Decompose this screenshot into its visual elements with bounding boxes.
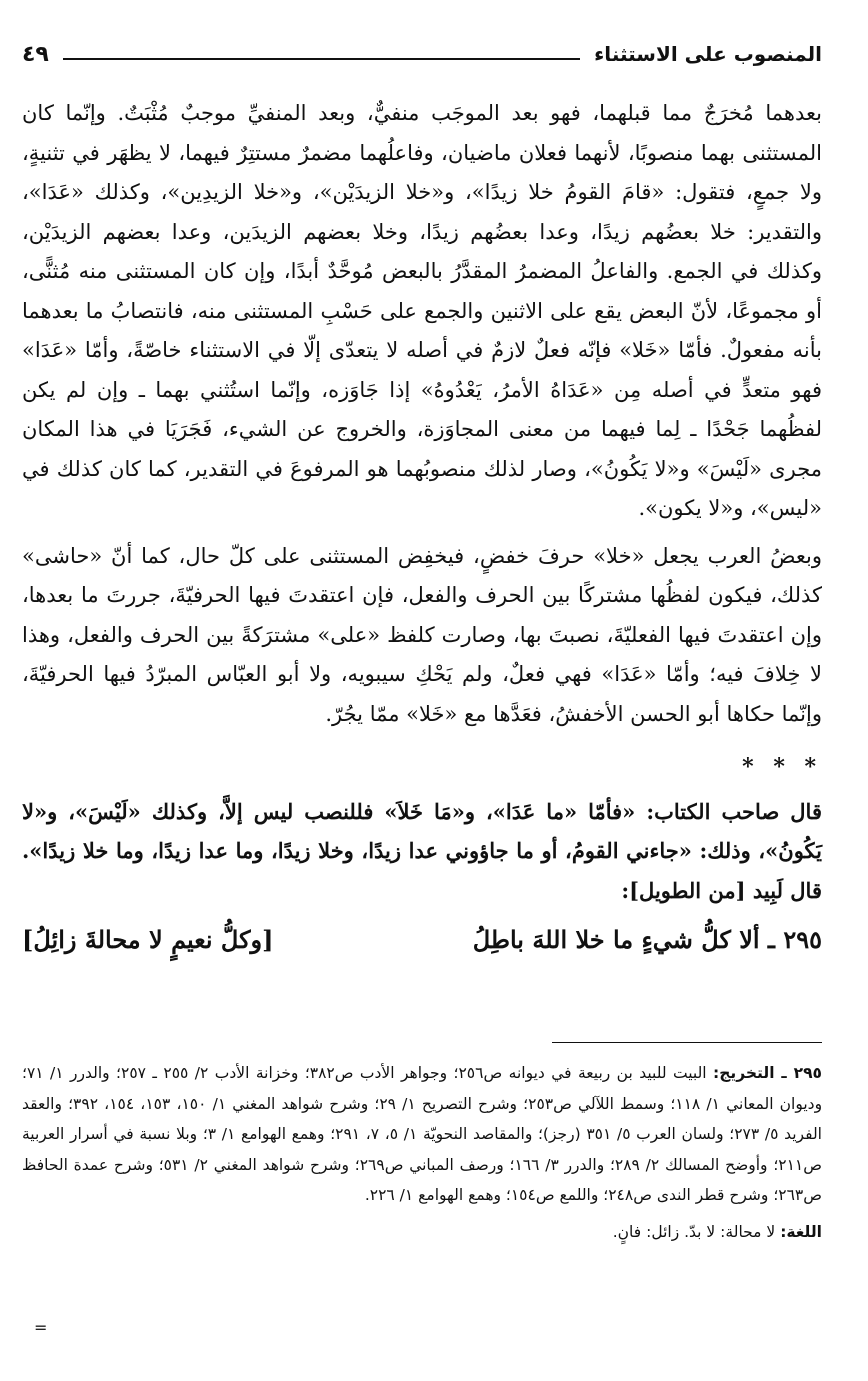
- verse-second-hemistich: [وكلُّ نعيمٍ لا محالةَ زائِلُ]: [22, 925, 274, 954]
- running-header: [22, 34, 822, 74]
- footnote-language: [22, 1217, 822, 1248]
- footnote-language-label: اللغة:: [780, 1222, 822, 1241]
- footnote-takhrij-text: البيت للبيد بن ربيعة في ديوانه ص٢٥٦؛ وجواهر الأدب ص٣٨٢؛ وخزانة الأدب ٢/ ٢٥٥ ـ ٢٥٧؛ والدرر ١/ ٧١؛ وديوان المعاني ١/ ١١٨؛ وسمط اللآلي ص٢٥٣؛ وشرح التصريح ١/ ٢٩؛ وشرح شواهد المغني ١/ ١٥٠، ١٥٣، ١٥٤، ٣٩٢؛ والعقد الفريد ٥/ ٢٧٣؛ ولسان العرب ٥/ ٣٥١ (رجز)؛ والمقاصد النحويّة ١/ ٥، ٧، ٢٩١؛ وهمع الهوامع ١/ ٣؛ وبلا نسبة في أسرار العربية ص٢١١؛ وأوضح المسالك ٢/ ٢٨٩؛ والدرر ٣/ ١٦٦؛ ورصف المباني ص٢٦٩؛ وشرح شواهد المغني ٢/ ٥٣١؛ وشرح عمدة الحافظ ص٢٦٣؛ وشرح قطر الندى ص٢٤٨؛ واللمع ص١٥٤؛ وهمع الهوامع ١/ ٢٢٦.: [22, 1064, 823, 1204]
- footnote-rule: [552, 1042, 822, 1043]
- paragraph: وبعضُ العرب يجعل «خلا» حرفَ خفضٍ، فيخفِض المستثنى على كلّ حال، كما أنّ «حاشى» كذلك، فيكون لفظُها مشتركًا بين الحرف والفعل، فإن اعتقدتَ فيها الحرفيّةَ، جررتَ ما بعدها، وإن اعتقدتَ فيها الفعليّةَ، نصبتَ بها، وصارت كلفظ «على» مشترَكةً بين الحرف والفعل، وهذا لا خِلافَ فيه؛ وأمّا «عَدَا» فهي فعلٌ، ولم يَحْكِ سيبويه، ولا أبو العبّاس المبرّدُ فيها الحرفيّةَ، وإنّما حكاها أبو الحسن الأخفشُ، فعَدَّها مع «خَلا» ممّا يجُرّ.: [22, 543, 822, 726]
- paragraph: بعدهما مُخرَجٌ مما قبلهما، فهو بعد الموجَب منفيٌّ، وبعد المنفيِّ موجبٌ مُثْبَتٌ. وإنّما كان المستثنى بهما منصوبًا، لأنهما فعلان ماضيان، وفاعلُهما مضمرٌ مستتِرٌ فيهما، لا يظهَر في تثنيةٍ، ولا جمعٍ، فتقول: «قامَ القومُ خلا زيدًا»، و«خلا الزيدَيْن»، و«خلا الزيدِين»، وكذلك «عَدَا»، والتقدير: خلا بعضُهم زيدًا، وعدا بعضُهم زيدًا، وخلا بعضهم الزيدَين، وعدا بعضهم الزيدَيْن، وكذلك في الجمع. والفاعلُ المضمرُ المقدَّرُ بالبعض مُوحَّدٌ أبدًا، وإن كان المستثنى منه مُثنًّى، أو مجموعًا، لأنّ البعض يقع على الاثنين والجمع على حَسْبِ المستثنى منه، فانتصابُ ما بعدهما بأنه مفعولٌ. فأمّا «خَلا» فإنّه فعلٌ لازمٌ في أصله لا يتعدّى إلّا في الاستثناء خاصّةً، وأمّا «عَدَا» فهو متعدٍّ في أصله مِن «عَدَاهُ الأمرُ، يَعْدُوهُ» إذا جَاوَزه، وإنّما استُثني بهما ـ وإن لم يكن لفظُهما جَحْدًا ـ لِما فيهما من معنى المجاوَزة، والخروج عن الشيء، فَجَرَيَا في هذا المكان مجرى «لَيْسَ» و«لا يَكُونُ»، وصار لذلك منصوبُهما هو المرفوعَ في التقدير، كما كان كذلك في «ليس»، و«لا يكون».: [22, 101, 822, 520]
- footnotes: [22, 1058, 822, 1247]
- footnote-number-label: ٢٩٥ ـ التخريج:: [713, 1064, 822, 1082]
- section-separator: * * *: [742, 754, 822, 780]
- footnote-takhrij: [22, 1058, 822, 1211]
- main-text: [22, 94, 822, 960]
- verse-first-hemistich: ٢٩٥ ـ ألا كلُّ شيءٍ ما خلا اللهَ باطِلُ: [472, 925, 822, 954]
- poetry-verse: [22, 920, 822, 960]
- page-number: ٤٩: [22, 41, 49, 67]
- chapter-title: المنصوب على الاستثناء: [594, 42, 822, 66]
- quoted-text: قال صاحب الكتاب: «فأمّا «ما عَدَا»، و«مَا خَلاَ» فللنصب ليس إلاَّ، وكذلك «لَيْسَ»، و«لا يَكُونُ»، وذلك: «جاءني القومُ، أو ما جاؤوني عدا زيدًا، وخلا زيدًا، وما عدا زيدًا، وما خلا زيدًا». قال لَبِيد [من الطويل]:: [22, 798, 822, 903]
- header-rule: [63, 58, 580, 60]
- footnote-language-text: لا محالة: لا بدّ. زائل: فانٍ.: [612, 1222, 776, 1241]
- margin-mark: =: [34, 1318, 48, 1337]
